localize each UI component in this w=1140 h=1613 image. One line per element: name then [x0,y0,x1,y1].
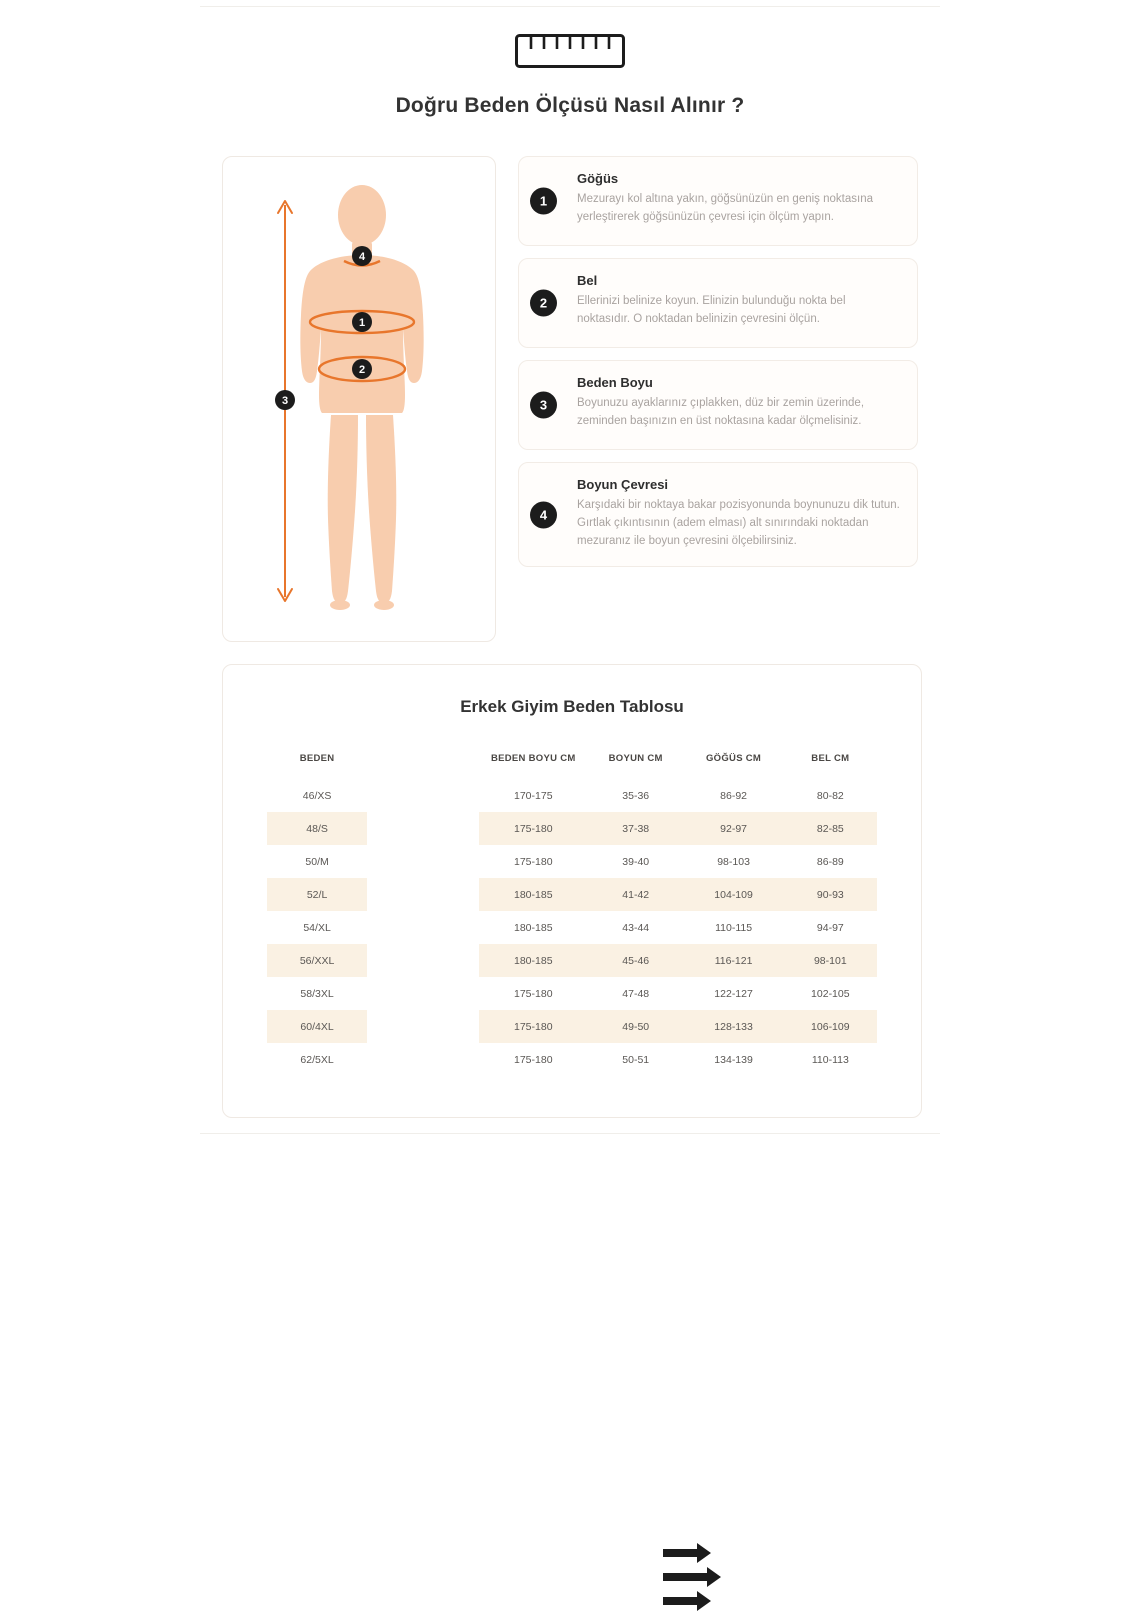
figure-card [222,156,496,642]
col-header-gogus: GÖĞÜS CM [705,753,762,765]
cell-boyun: 49-50 [588,1010,684,1043]
cell-gogus: 110-115 [715,921,753,934]
table-row [267,845,877,878]
table-header-row [267,739,877,779]
cell-gogus: 116-121 [684,944,784,977]
page-header [0,34,1140,118]
step-text-neck: Karşıdaki bir noktaya bakar pozisyonunda boynunuzu dik tutun. Gırtlak çıkıntısının (adem elması) alt sınırındaki noktadan mezuranız ile boyun çevresini ölçebilirsiniz. [577,499,900,547]
table-row [267,1010,877,1043]
cell-gogus: 128-133 [684,1010,784,1043]
cell-beden-boyu: 170-175 [514,789,553,802]
cell-beden-boyu: 175-180 [514,1053,553,1066]
cell-beden: 54/XL [303,921,331,934]
marker-3 [275,390,295,410]
table-row [267,977,877,1010]
measurement-steps [518,156,918,579]
cell-bel: 90-93 [784,878,877,911]
cell-beden-boyu: 175-180 [514,987,553,1000]
cell-bel: 110-113 [811,1053,849,1066]
cell-spacer [367,944,479,977]
cell-gogus: 86-92 [720,789,747,802]
cell-beden-boyu: 175-180 [479,812,588,845]
step-text-chest: Mezurayı kol altına yakın, göğsünüzün en geniş noktasına yerleştirerek göğsünüzün çevresi için ölçüm yapın. [577,193,873,223]
cell-beden-boyu: 180-185 [514,921,553,934]
svg-text:3: 3 [281,395,289,407]
table-row [267,911,877,944]
cell-beden: 52/L [267,878,367,911]
cell-beden: 50/M [305,855,329,868]
step-text-waist: Ellerinizi belinize koyun. Elinizin bulunduğu nokta bel noktasıdır. O noktadan belinizin çevresini ölçün. [577,295,846,325]
cell-bel: 94-97 [816,921,844,934]
svg-text:2: 2 [358,364,366,376]
step-chest [518,156,918,246]
cell-beden-boyu: 180-185 [479,944,588,977]
table-row [267,812,877,845]
step-badge-1: 1 [530,188,557,215]
cell-beden: 56/XXL [267,944,367,977]
cell-bel: 102-105 [811,987,850,1000]
cell-spacer [367,878,479,911]
cell-beden: 60/4XL [267,1010,367,1043]
cell-boyun: 35-36 [622,789,650,802]
table-row [267,779,877,812]
col-header-spacer [367,739,479,779]
cell-beden: 62/5XL [300,1053,334,1066]
table-row [267,944,877,977]
cell-spacer [367,1043,479,1076]
cell-gogus: 92-97 [684,812,784,845]
cell-beden-boyu: 175-180 [479,1010,588,1043]
cell-boyun: 45-46 [588,944,684,977]
cell-bel: 98-101 [784,944,877,977]
cell-gogus: 134-139 [714,1053,753,1066]
step-title-height: Beden Boyu [577,375,653,390]
marker-4 [352,246,372,266]
step-waist [518,258,918,348]
cell-gogus: 104-109 [684,878,784,911]
cell-boyun: 43-44 [622,921,650,934]
size-table [267,739,877,1076]
cell-gogus: 122-127 [714,987,753,1000]
marker-2 [352,359,372,379]
cell-spacer [367,845,479,878]
male-body-measurement-illustration [223,157,495,641]
cell-gogus: 98-103 [717,855,750,868]
bottom-divider [200,1133,940,1134]
size-table-body [267,779,877,1076]
cell-spacer [367,977,479,1010]
cell-beden: 46/XS [302,789,332,802]
cell-bel: 86-89 [816,855,844,868]
step-title-chest: Göğüs [577,171,619,186]
size-table-title: Erkek Giyim Beden Tablosu [460,697,684,716]
svg-text:1: 1 [358,317,366,329]
col-header-bel: BEL CM [811,753,850,765]
cell-boyun: 37-38 [588,812,684,845]
cell-boyun: 47-48 [622,987,650,1000]
top-divider [200,6,940,7]
cell-bel: 106-109 [784,1010,877,1043]
cell-beden-boyu: 180-185 [479,878,588,911]
arrows-icon [657,1541,731,1613]
ruler-icon [515,34,625,68]
cell-bel: 80-82 [816,789,844,802]
page-title: Doğru Beden Ölçüsü Nasıl Alınır ? [395,94,745,117]
cell-spacer [367,812,479,845]
cell-spacer [367,911,479,944]
step-badge-2: 2 [530,290,557,317]
step-title-waist: Bel [577,273,598,288]
table-row [267,878,877,911]
cell-spacer [367,779,479,812]
step-height [518,360,918,450]
cell-beden: 48/S [267,812,367,845]
cell-boyun: 41-42 [588,878,684,911]
cell-boyun: 50-51 [622,1053,650,1066]
size-table-card [222,664,922,1118]
step-badge-4: 4 [530,501,557,528]
cell-bel: 82-85 [784,812,877,845]
step-text-height: Boyunuzu ayaklarınız çıplakken, düz bir zemin üzerinde, zeminden başınızın en üst noktasına kadar ölçmelisiniz. [577,397,865,427]
step-badge-3: 3 [530,392,557,419]
step-neck [518,462,918,567]
col-header-beden: BEDEN [299,753,335,765]
cell-beden-boyu: 175-180 [514,855,553,868]
marker-1 [352,312,372,332]
col-header-beden-boyu: BEDEN BOYU CM [490,753,576,765]
cell-beden: 58/3XL [300,987,334,1000]
cell-boyun: 39-40 [622,855,650,868]
svg-text:4: 4 [358,251,366,263]
step-title-neck: Boyun Çevresi [577,477,669,492]
col-header-boyun: BOYUN CM [608,753,663,765]
cell-spacer [367,1010,479,1043]
table-row [267,1043,877,1076]
